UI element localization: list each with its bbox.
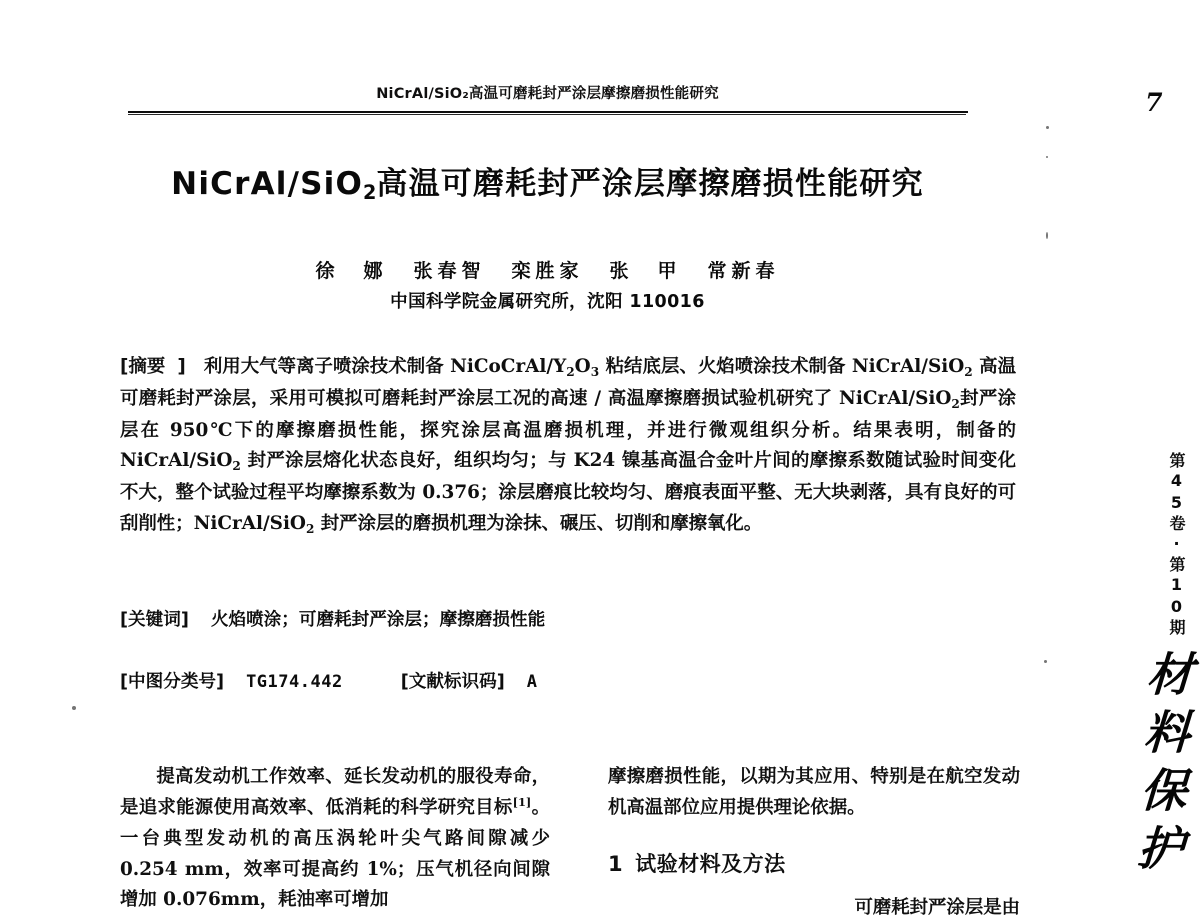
reference-marker: [1] (512, 794, 532, 809)
intro-paragraph (120, 762, 550, 916)
keywords-line (120, 606, 545, 631)
section-heading-1 (608, 849, 1020, 880)
scan-speck (1046, 126, 1049, 129)
section-title: 试验材料及方法 (635, 852, 786, 877)
cropped-bottom-line (608, 897, 1020, 922)
author-name: 常新春 (707, 260, 780, 282)
abstract-label: [摘要] (120, 356, 186, 377)
page-number: 7 (1145, 88, 1162, 117)
keywords-label: [关键词] (120, 610, 189, 630)
running-header-text: NiCrAl/SiO₂高温可磨耗封严涂层摩擦磨损性能研究 (376, 86, 719, 102)
document-code-value: A (526, 672, 538, 692)
abstract-sub: 2 (964, 365, 973, 379)
volume-issue-marginal: 第45卷·第10期 (1167, 452, 1186, 638)
abstract-text: 利用大气等离子喷涂技术制备 NiCoCrAl/Y (203, 356, 567, 377)
running-header (0, 82, 1200, 128)
abstract-sub: 2 (305, 521, 315, 536)
intro-paragraph-cont: 摩擦磨损性能，以期为其应用、特别是在航空发动机高温部位应用提供理论依据。 (608, 766, 1020, 818)
abstract-sub: 2 (566, 365, 575, 379)
title-prefix: NiCrAl/SiO (171, 166, 364, 202)
author-name: 张春智 (413, 260, 486, 282)
abstract-sub: 3 (590, 365, 600, 379)
abstract-text: 封严涂层熔化状态良好，组织均匀；与 K24 镍基高温合金叶片间的摩擦系数随试验时间变化不大，整个试验过程平均摩擦系数为 0.376；涂层磨痕比较均匀、磨痕表面平整、无大块剥落，具有良好的可刮削性；NiCrAl/SiO (120, 450, 1016, 534)
scan-speck (1046, 156, 1048, 158)
author-list (0, 256, 1095, 283)
body-column-left (120, 762, 550, 922)
abstract-text: 封严涂层在 950℃下的摩擦磨损性能，探究涂层高温磨损机理，并进行微观组织分析。结果表明，制备的 NiCrAl/SiO (120, 387, 1016, 472)
scan-speck (1046, 232, 1048, 239)
cropped-bottom-text: 可磨耗封严涂层是由 (854, 897, 1020, 918)
abstract-text: O (574, 356, 591, 377)
clc-label: [中图分类号] (120, 672, 225, 692)
abstract-text: 封严涂层的磨损机理为涂抹、碾压、切削和摩擦氧化。 (314, 512, 763, 534)
section-number: 1 (608, 852, 624, 877)
header-rule (128, 111, 968, 113)
scan-speck (1044, 660, 1047, 663)
page-title (0, 158, 1095, 203)
journal-name-marginal: 材料保护 (1128, 650, 1196, 882)
intro-text-cont: 。一台典型发动机的高压涡轮叶尖气路间隙减少 0.254 mm，效率可提高约 1%；压气机径向间隙增加 0.076mm，耗油率可增加 (120, 796, 550, 911)
author-name: 栾胜家 (511, 260, 584, 282)
classification-line (120, 668, 538, 693)
title-subscript: 2 (363, 181, 377, 204)
abstract-block (120, 352, 1016, 541)
title-suffix: 高温可磨耗封严涂层摩擦磨损性能研究 (376, 166, 924, 202)
affiliation: 中国科学院金属研究所，沈阳 110016 (390, 292, 705, 312)
header-rule-secondary (128, 114, 966, 115)
scan-speck (72, 706, 76, 710)
abstract-text: 粘结底层、火焰喷涂技术制备 NiCrAl/SiO (599, 356, 965, 377)
author-name: 徐 娜 (315, 260, 388, 282)
author-name: 张 甲 (609, 260, 682, 282)
document-code-label: [文献标识码] (400, 672, 505, 692)
abstract-sub: 2 (232, 459, 241, 474)
abstract-text: 高温可磨耗封严涂层，采用可模拟可磨耗封严涂层工况的高速 / 高温摩擦磨损试验机研究了 NiCrAl/SiO (120, 356, 1016, 409)
keywords-value: 火焰喷涂；可磨耗封严涂层；摩擦磨损性能 (210, 610, 546, 630)
abstract-sub: 2 (951, 396, 960, 411)
clc-value: TG174.442 (246, 672, 343, 692)
intro-text: 提高发动机工作效率、延长发动机的服役寿命，是追求能源使用高效率、低消耗的科学研究目标 (120, 766, 550, 818)
